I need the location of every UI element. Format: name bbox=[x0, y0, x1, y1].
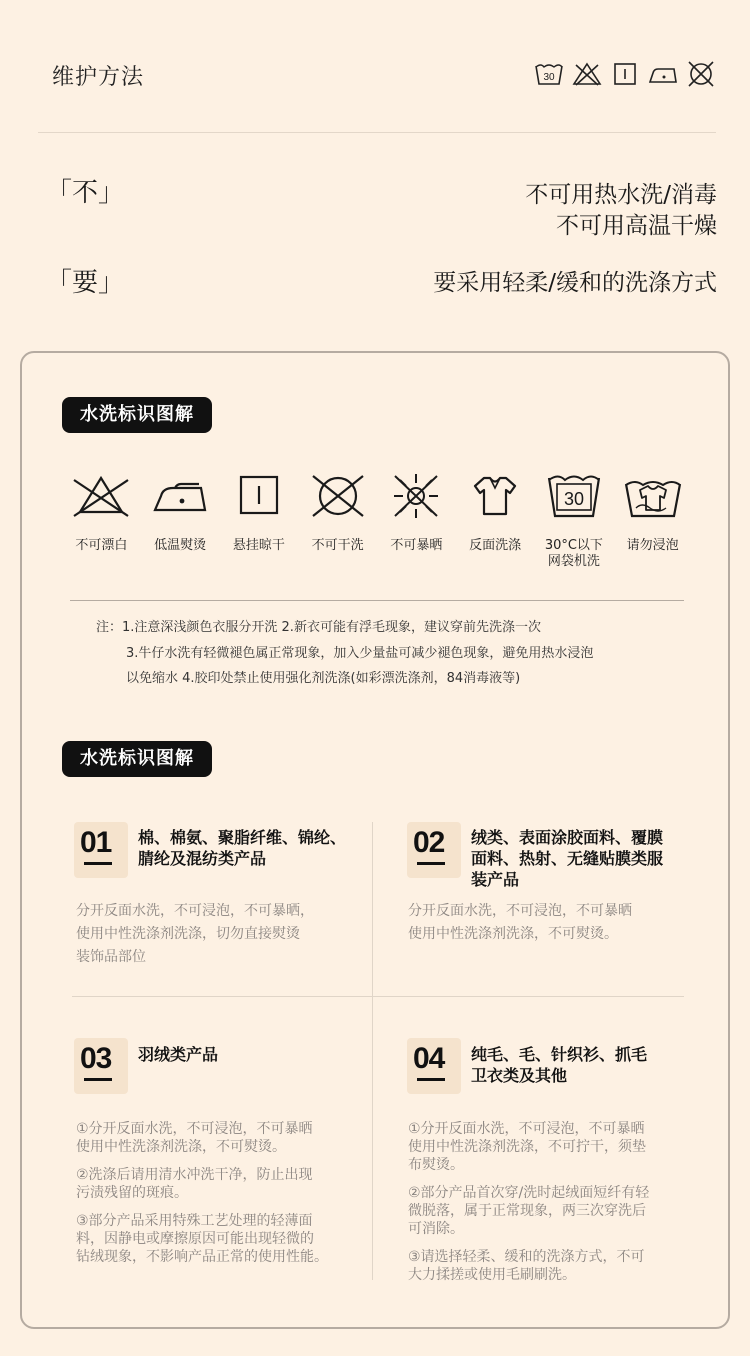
number-underline bbox=[84, 862, 112, 865]
symbol-no-soak bbox=[613, 468, 692, 570]
card-desc-line: 使用中性洗涤剂洗涤，不可拧干，须垫 bbox=[408, 1139, 646, 1155]
no-dry-clean-icon bbox=[307, 468, 369, 522]
card-number: 04 bbox=[413, 1042, 445, 1075]
card-title bbox=[138, 1044, 218, 1065]
symbol-inside-out bbox=[456, 468, 535, 570]
wash-temp-text: 30 bbox=[563, 489, 584, 509]
care-section-title: 水洗标识图解 bbox=[62, 741, 212, 777]
no-dry-clean-icon bbox=[686, 61, 716, 87]
symbol-no-dry-clean bbox=[298, 468, 377, 570]
number-underline bbox=[417, 1078, 445, 1081]
card-description bbox=[76, 1120, 328, 1276]
no-bleach-icon bbox=[70, 468, 132, 522]
symbol-label: 30°C以下 网袋机洗 bbox=[544, 538, 603, 569]
card-desc-line: 使用中性洗涤剂洗涤，切勿直接熨烫 bbox=[76, 926, 300, 942]
card-title bbox=[138, 827, 346, 869]
notes-divider bbox=[70, 600, 684, 601]
card-desc-line: 微脱落，属于正常现象，两三次穿洗后 bbox=[408, 1203, 646, 1219]
number-underline bbox=[417, 862, 445, 865]
header-care-icons bbox=[534, 61, 716, 87]
card-title-line: 装产品 bbox=[471, 870, 520, 889]
note-line-1: 注：1.注意深浅颜色衣服分开洗 2.新衣可能有浮毛现象，建议穿前先洗涤一次 bbox=[96, 620, 541, 635]
card-paragraph bbox=[76, 1166, 328, 1202]
no-sun-icon bbox=[385, 468, 447, 522]
card-description bbox=[408, 1120, 649, 1294]
card-number: 01 bbox=[80, 826, 112, 859]
card-number-box bbox=[407, 1038, 461, 1094]
note-line-3: 以免缩水 4.胶印处禁止使用强化剂洗涤(如彩漂洗涤剂，84消毒液等) bbox=[126, 671, 521, 686]
card-title-line: 绒类、表面涂胶面料、覆膜 bbox=[471, 828, 664, 847]
symbol-label: 不可暴晒 bbox=[390, 538, 443, 553]
wash-30-icon bbox=[543, 468, 605, 522]
symbol-no-sun bbox=[377, 468, 456, 570]
low-iron-icon bbox=[648, 61, 678, 87]
symbol-label: 请勿浸泡 bbox=[626, 538, 679, 553]
card-desc-line: 料，因静电或摩擦原因可能出现轻微的 bbox=[76, 1231, 314, 1247]
card-desc-line: 布熨烫。 bbox=[408, 1157, 464, 1173]
symbol-no-bleach bbox=[62, 468, 141, 570]
grid-vertical-divider bbox=[372, 822, 373, 1280]
card-desc-line: 钻绒现象，不影响产品正常的使用性能。 bbox=[76, 1249, 328, 1265]
card-number-box bbox=[407, 822, 461, 878]
rule-yes-line-1: 要采用轻柔/缓和的洗涤方式 bbox=[433, 270, 717, 296]
card-desc-line: 分开反面水洗，不可浸泡，不可暴晒 bbox=[408, 903, 632, 919]
rule-no-line-2: 不可用高温干燥 bbox=[556, 213, 717, 239]
card-desc-line: 污渍残留的斑痕。 bbox=[76, 1185, 188, 1201]
card-desc-line: ③部分产品采用特殊工艺处理的轻薄面 bbox=[76, 1213, 313, 1229]
no-bleach-icon bbox=[572, 61, 602, 87]
symbol-label: 不可漂白 bbox=[75, 538, 128, 553]
symbol-wash-30 bbox=[535, 468, 614, 570]
symbol-label: 悬挂晾干 bbox=[232, 538, 285, 553]
card-number: 03 bbox=[80, 1042, 112, 1075]
card-desc-line: 装饰品部位 bbox=[76, 949, 146, 965]
line-dry-icon bbox=[610, 61, 640, 87]
rule-yes-tag: 「要」 bbox=[46, 268, 125, 298]
card-paragraph bbox=[408, 1120, 649, 1174]
line-dry-icon bbox=[228, 468, 290, 522]
symbols-section-title: 水洗标识图解 bbox=[62, 397, 212, 433]
svg-text:30: 30 bbox=[543, 72, 555, 83]
low-iron-icon bbox=[149, 468, 211, 522]
card-desc-line: ③请选择轻柔、缓和的洗涤方式，不可 bbox=[408, 1249, 645, 1265]
card-desc-line: ②部分产品首次穿/洗时起绒面短纤有轻 bbox=[408, 1185, 650, 1201]
card-paragraph bbox=[408, 1184, 649, 1238]
rule-yes-text bbox=[433, 268, 717, 299]
card-desc-line: 可消除。 bbox=[408, 1221, 464, 1237]
card-description bbox=[408, 900, 632, 946]
card-title bbox=[471, 827, 663, 890]
card-desc-line: ①分开反面水洗，不可浸泡，不可暴晒 bbox=[76, 1121, 313, 1137]
page-title: 维护方法 bbox=[52, 65, 145, 90]
card-paragraph bbox=[76, 1120, 328, 1156]
card-desc-line: ①分开反面水洗，不可浸泡，不可暴晒 bbox=[408, 1121, 645, 1137]
care-symbol-row bbox=[62, 468, 692, 570]
card-desc-line: 使用中性洗涤剂洗涤，不可熨烫。 bbox=[408, 926, 618, 942]
header-divider bbox=[38, 132, 716, 133]
card-description bbox=[76, 900, 314, 969]
card-title-line: 羽绒类产品 bbox=[138, 1045, 219, 1064]
inside-out-icon bbox=[464, 468, 526, 522]
no-soak-icon bbox=[622, 468, 684, 522]
rule-no-line-1: 不可用热水洗/消毒 bbox=[525, 182, 717, 208]
card-paragraph bbox=[408, 1248, 649, 1284]
card-desc-line: ②洗涤后请用清水冲洗干净，防止出现 bbox=[76, 1167, 313, 1183]
note-line-2: 3.牛仔水洗有轻微褪色属正常现象，加入少量盐可减少褪色现象，避免用热水浸泡 bbox=[126, 646, 594, 661]
symbol-line-dry bbox=[220, 468, 299, 570]
rule-no-tag: 「不」 bbox=[46, 178, 125, 208]
card-title bbox=[471, 1044, 647, 1086]
card-paragraph bbox=[76, 1212, 328, 1266]
card-desc-line: 分开反面水洗，不可浸泡，不可暴晒， bbox=[76, 903, 314, 919]
wash-30-icon bbox=[534, 61, 564, 87]
symbol-label: 不可干洗 bbox=[311, 538, 364, 553]
card-title-line: 面料、热射、无缝贴膜类服 bbox=[471, 849, 664, 868]
card-title-line: 纯毛、毛、针织衫、抓毛 bbox=[471, 1045, 648, 1064]
symbol-label: 低温熨烫 bbox=[154, 538, 207, 553]
card-title-line: 腈纶及混纺类产品 bbox=[138, 849, 267, 868]
grid-horizontal-divider bbox=[72, 996, 684, 997]
symbol-label: 反面洗涤 bbox=[469, 538, 522, 553]
card-desc-line: 大力揉搓或使用毛刷刷洗。 bbox=[408, 1267, 576, 1283]
card-desc-line: 使用中性洗涤剂洗涤，不可熨烫。 bbox=[76, 1139, 286, 1155]
card-number-box bbox=[74, 1038, 128, 1094]
symbol-low-iron bbox=[141, 468, 220, 570]
rule-no-text bbox=[525, 180, 717, 242]
card-number: 02 bbox=[413, 826, 445, 859]
number-underline bbox=[84, 1078, 112, 1081]
card-title-line: 棉、棉氨、聚脂纤维、锦纶、 bbox=[138, 828, 347, 847]
card-title-line: 卫衣类及其他 bbox=[471, 1066, 568, 1085]
card-number-box bbox=[74, 822, 128, 878]
